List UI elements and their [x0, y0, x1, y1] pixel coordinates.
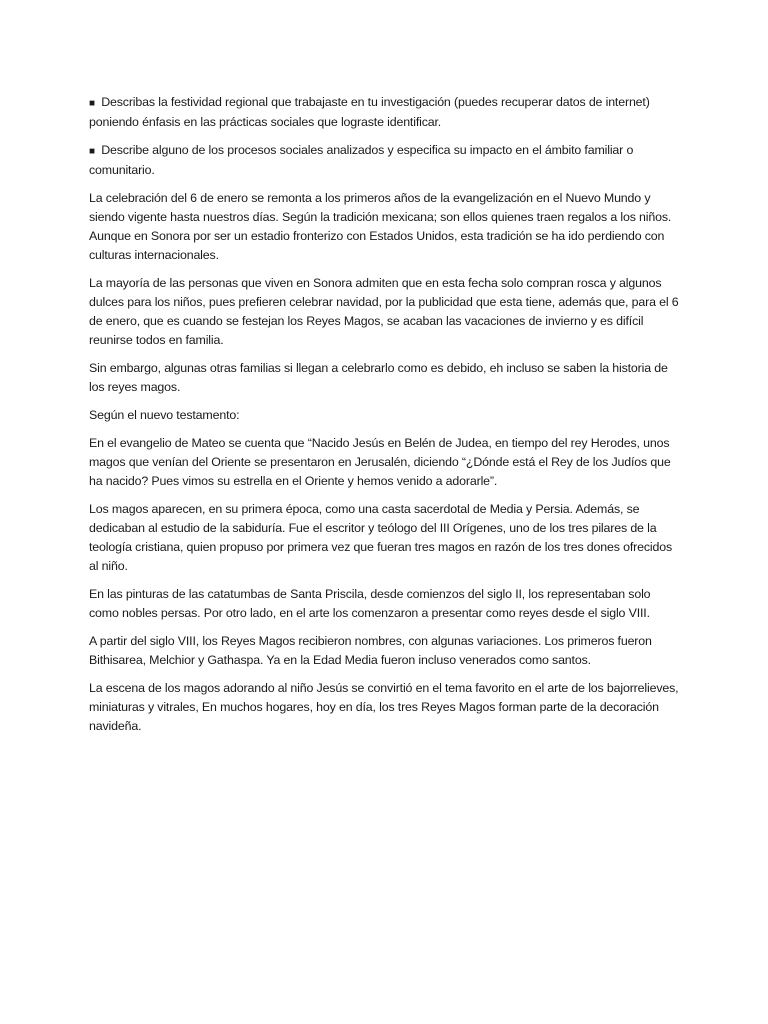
document-body — [89, 93, 679, 745]
bullet-square-icon: ■ — [89, 146, 95, 157]
bullet-item-procesos — [89, 141, 679, 180]
paragraph-magos-epoca: Los magos aparecen, en su primera época, como una casta sacerdotal de Media y Persia. Además, se dedicaban al estudio de la sabiduría. Fue el escritor y teólogo del III Orígenes, uno de los tres pilares de la teología cristiana, quien propuso por primera vez que fueran tres magos en razón de los tres dones ofrecidos al niño. — [89, 502, 673, 573]
paragraph-pinturas: En las pinturas de las catatumbas de Santa Priscila, desde comienzos del siglo II, los representaban solo como nobles persas. Por otro lado, en el arte los comenzaron a presentar como reyes desde el siglo VIII. — [89, 587, 651, 620]
paragraph-escena: La escena de los magos adorando al niño Jesús se convirtió en el tema favorito en el arte de los bajorrelieves, miniaturas y vitrales, En muchos hogares, hoy en día, los tres Reyes Magos forman parte de la decoración navideña. — [89, 681, 679, 733]
paragraph-celebracion: La celebración del 6 de enero se remonta a los primeros años de la evangelización en el Nuevo Mundo y siendo vigente hasta nuestros días. Según la tradición mexicana; son ellos quienes traen regalos a los niños. Aunque en Sonora por ser un estadio fronterizo con Estados Unidos, esta tradición se ha ido perdiendo con culturas internacionales. — [89, 191, 672, 262]
paragraph-evangelio-mateo: En el evangelio de Mateo se cuenta que “Nacido Jesús en Belén de Judea, en tiempo del rey Herodes, unos magos que venían del Oriente se presentaron en Jerusalén, diciendo “¿Dónde está el Rey de los Judíos que ha nacido? Pues vimos su estrella en el Oriente y hemos venido a adorarle”. — [89, 436, 671, 488]
bullet-square-icon: ■ — [89, 98, 95, 109]
bullet-item-festividad — [89, 93, 679, 132]
bullet-text: Describas la festividad regional que trabajaste en tu investigación (puedes recuperar datos de internet) poniendo énfasis en las prácticas sociales que lograste identificar. — [89, 95, 650, 129]
paragraph-sin-embargo: Sin embargo, algunas otras familias si llegan a celebrarlo como es debido, eh incluso se saben la historia de los reyes magos. — [89, 361, 668, 394]
paragraph-nuevo-testamento: Según el nuevo testamento: — [89, 408, 240, 422]
bullet-text: Describe alguno de los procesos sociales analizados y especifica su impacto en el ámbito familiar o comunitario. — [89, 143, 634, 177]
paragraph-siglo-viii: A partir del siglo VIII, los Reyes Magos recibieron nombres, con algunas variaciones. Los primeros fueron Bithisarea, Melchior y Gathaspa. Ya en la Edad Media fueron incluso venerados como santos. — [89, 634, 652, 667]
paragraph-mayoria: La mayoría de las personas que viven en Sonora admiten que en esta fecha solo compran rosca y algunos dulces para los niños, pues prefieren celebrar navidad, por la publicidad que esta tiene, además que, para el 6 de enero, que es cuando se festejan los Reyes Magos, se acaban las vacaciones de invierno y es difícil reunirse todos en familia. — [89, 276, 679, 347]
